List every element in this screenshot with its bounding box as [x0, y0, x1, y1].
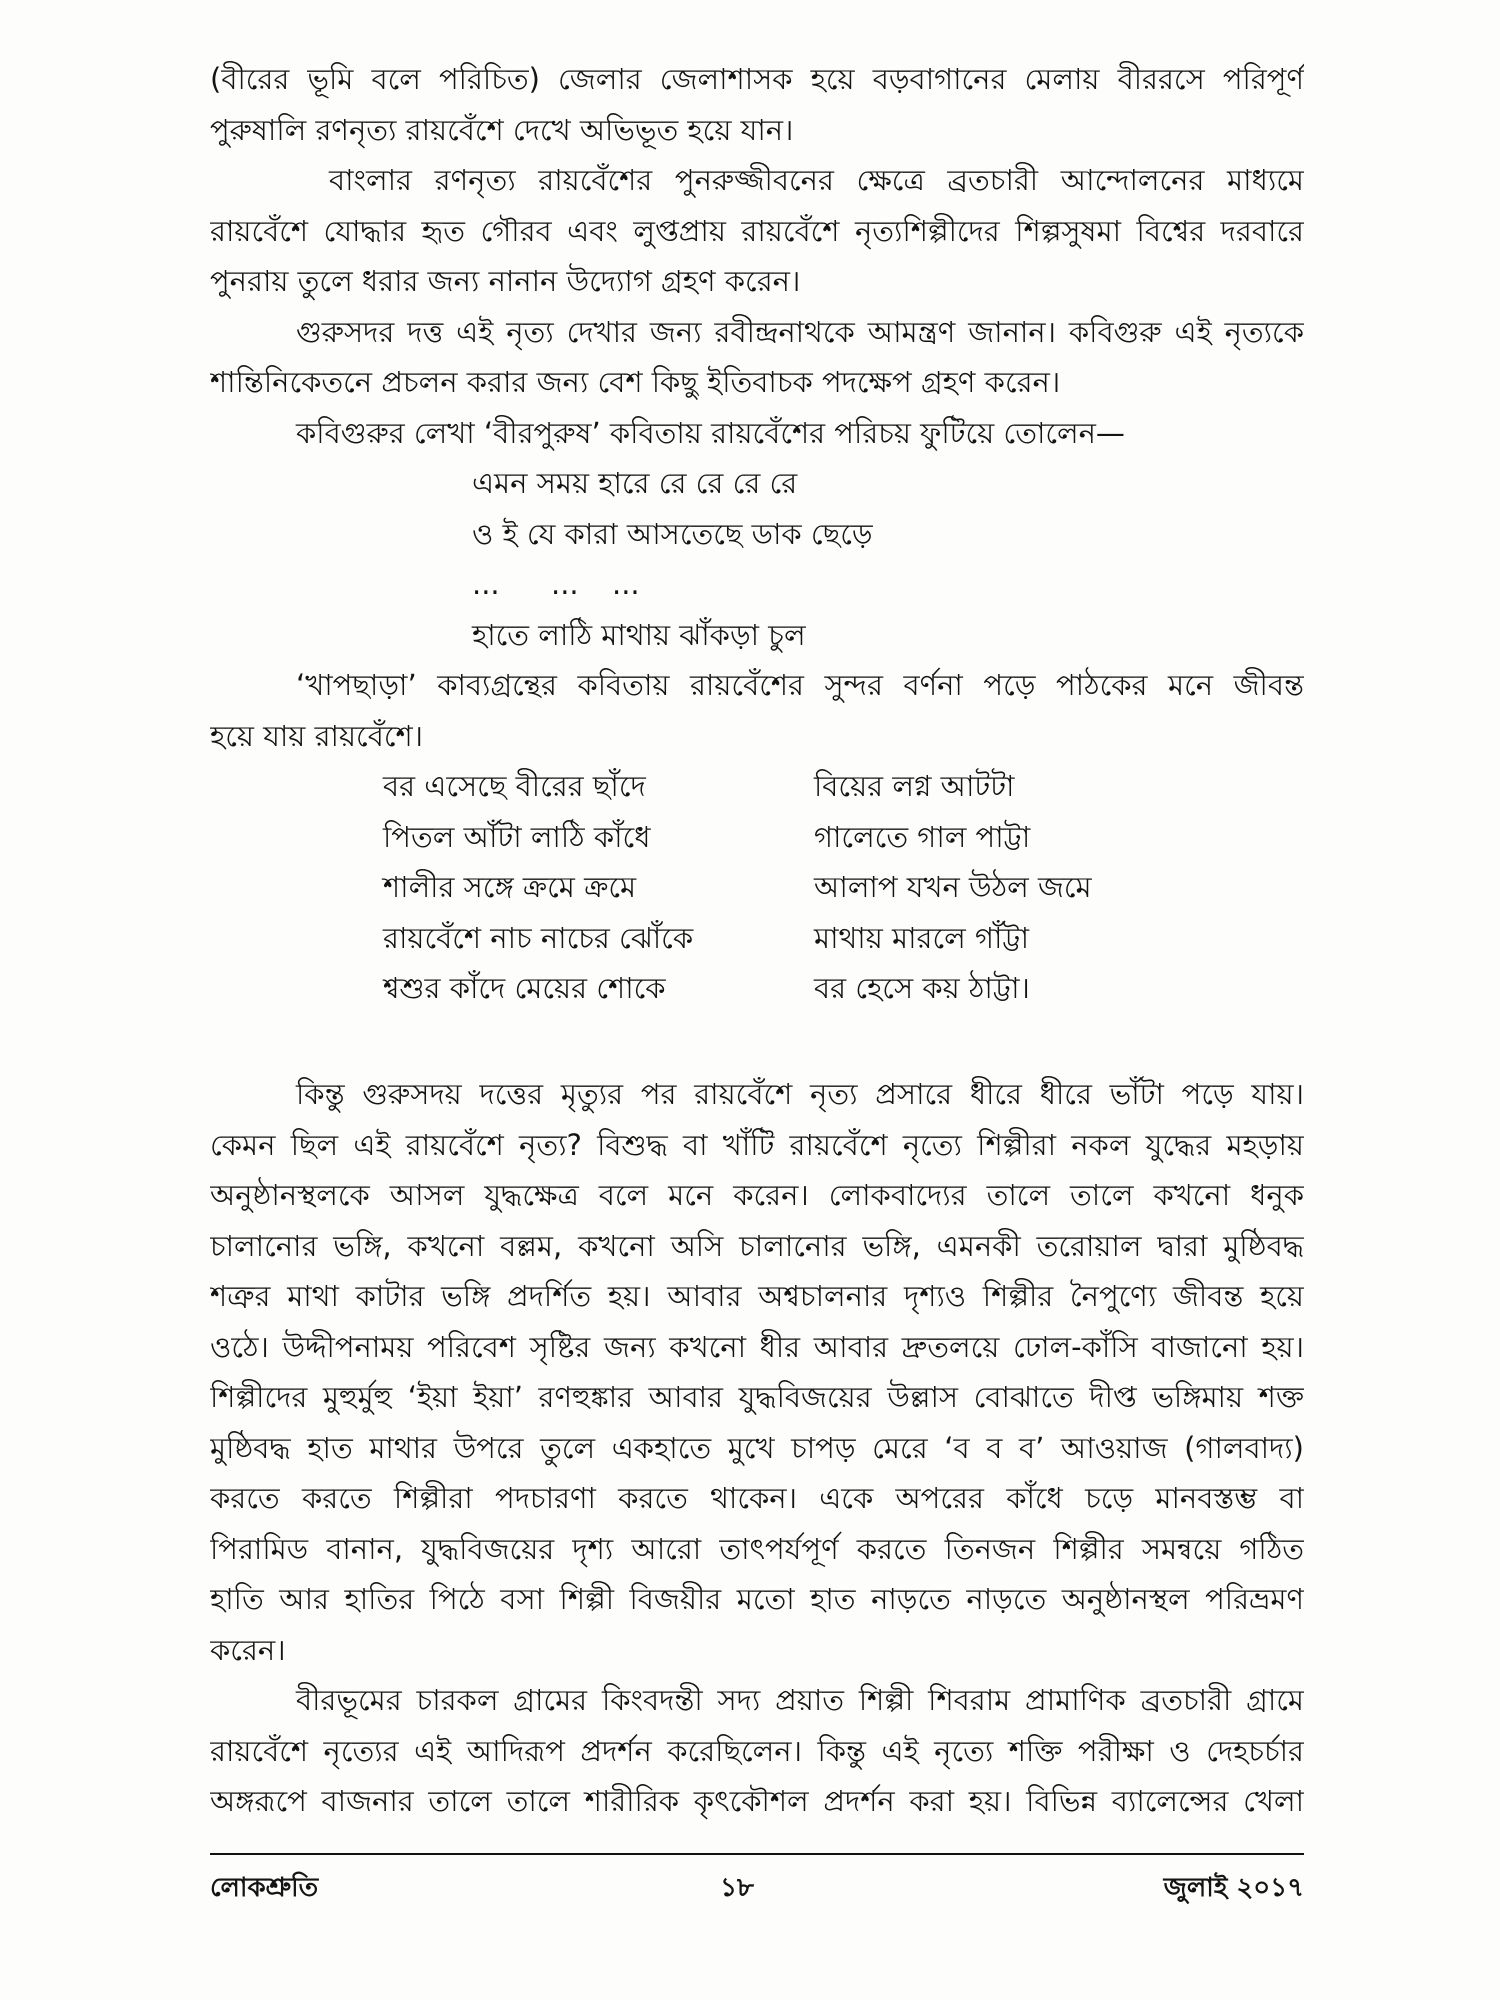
- poem-line-right: গালেতে গাল পাট্টা: [814, 819, 1031, 854]
- poem-line-left: শালীর সঙ্গে ক্রমে ক্রমে: [383, 870, 637, 904]
- paragraph-brotochari: [210, 155, 1304, 307]
- poem-line: এমন সময় হারে রে রে রে রে: [472, 466, 798, 500]
- footer-rule: [210, 1853, 1304, 1855]
- poem-ellipsis: [210, 559, 1304, 610]
- text-line: (বীরের ভূমি বলে পরিচিত) জেলার জেলাশাসক হয়ে বড়বাগানের মেলায় বীররসে পরিপূর্ণ: [210, 62, 1304, 96]
- footer-journal-name: লোকশ্রুতি: [210, 1873, 319, 1903]
- text-line: বাংলার রণনৃত্য রায়বেঁশের পুনরুজ্জীবনের ক্ষেত্রে ব্রতচারী আন্দোলনের মাধ্যমে: [329, 163, 1304, 197]
- text-line: রায়বেঁশে যোদ্ধার হৃত গৌরব এবং লুপ্তপ্রায় রায়বেঁশে নৃত্যশিল্পীদের শিল্পসুষমা বিশ্বের দরবারে: [210, 213, 1304, 248]
- text-line: করতে করতে শিল্পীরা পদচারণা করতে থাকেন। একে অপরের কাঁধে চড়ে মানবস্তম্ভ বা: [210, 1481, 1304, 1515]
- text-line: চালানোর ভঙ্গি, কখনো বল্লম, কখনো অসি চালানোর ভঙ্গি, এমনকী তরোয়াল দ্বারা মুষ্ঠিবদ্ধ: [210, 1228, 1304, 1263]
- text-line: ‘খাপছাড়া’ কাব্যগ্রন্থের কবিতায় রায়বেঁশের সুন্দর বর্ণনা পড়ে পাঠকের মনে জীবন্ত: [296, 668, 1304, 702]
- poem-line-right: আলাপ যখন উঠল জমে: [814, 870, 1092, 904]
- poem-line: হাতে লাঠি মাথায় ঝাঁকড়া চুল: [472, 617, 806, 652]
- poem-line: ও ই যে কারা আসতেছে ডাক ছেড়ে: [472, 516, 873, 551]
- paragraph-decline: [210, 1069, 1304, 1675]
- article-body-bottom: [210, 1069, 1304, 1827]
- text-line: অঙ্গরূপে বাজনার তালে তালে শারীরিক কৃৎকৌশল প্রদর্শন করা হয়। বিভিন্ন ব্যালেন্সের খেলা: [210, 1784, 1304, 1818]
- text-line: মুষ্ঠিবদ্ধ হাত মাথার উপরে তুলে একহাতে মুখে চাপড় মেরে ‘ব ব ব’ আওয়াজ (গালবাদ্য): [210, 1430, 1304, 1465]
- poem-row: [210, 761, 1304, 812]
- poem-line-left: পিতল আঁটা লাঠি কাঁধে: [383, 819, 651, 854]
- poem-line-right: বিয়ের লগ্ন আটটা: [814, 769, 1015, 803]
- text-line: শত্রুর মাথা কাটার ভঙ্গি প্রদর্শিত হয়। আবার অশ্বচালনার দৃশ্যও শিল্পীর নৈপুণ্যে জীবন্ত হয়ে: [210, 1279, 1304, 1313]
- text-line: বীরভূমের চারকল গ্রামের কিংবদন্তী সদ্য প্রয়াত শিল্পী শিবরাম প্রামাণিক ব্রতচারী গ্রামে: [296, 1683, 1304, 1717]
- poem-row: [210, 862, 1304, 913]
- text-line: রায়বেঁশে নৃত্যের এই আদিরূপ প্রদর্শন করেছিলেন। কিন্তু এই নৃত্যে শক্তি পরীক্ষা ও দেহচর্চার: [210, 1733, 1304, 1768]
- text-line: কিন্তু গুরুসদয় দত্তের মৃত্যুর পর রায়বেঁশে নৃত্য প্রসারে ধীরে ধীরে ভাঁটা পড়ে যায়।: [296, 1077, 1304, 1111]
- poem-line-left: রায়বেঁশে নাচ নাচের ঝোঁকে: [383, 920, 694, 955]
- ellipsis-mark: ...: [551, 567, 579, 601]
- text-line: শিল্পীদের মুহুর্মুহু ‘ইয়া ইয়া’ রণহুঙ্কার আবার যুদ্ধবিজয়ের উল্লাস বোঝাতে দীপ্ত ভঙ্গিমায় শক্ত: [210, 1380, 1304, 1414]
- bir-purush-intro: কবিগুরুর লেখা ‘বীরপুরুষ’ কবিতায় রায়বেঁশের পরিচয় ফুটিয়ে তোলেন—: [296, 415, 1125, 450]
- footer-page-number: ১৮: [720, 1873, 754, 1903]
- poem-khapchhara: [210, 761, 1304, 1014]
- text-line: হাতি আর হাতির পিঠে বসা শিল্পী বিজয়ীর মতো হাত নাড়তে নাড়তে অনুষ্ঠানস্থল পরিভ্রমণ: [210, 1582, 1304, 1616]
- article-body-top: [210, 54, 1304, 1014]
- text-line: পুরুষালি রণনৃত্য রায়বেঁশে দেখে অভিভূত হয়ে যান।: [210, 112, 794, 147]
- poem-line-right: মাথায় মারলে গাঁট্টা: [814, 920, 1030, 955]
- poem-line-right: বর হেসে কয় ঠাট্টা।: [814, 971, 1030, 1005]
- text-line: পুনরায় তুলে ধরার জন্য নানান উদ্যোগ গ্রহণ করেন।: [210, 264, 801, 298]
- poem-bir-purush: [210, 458, 1304, 660]
- text-line: পিরামিড বানান, যুদ্ধবিজয়ের দৃশ্য আরো তাৎপর্যপূর্ণ করতে তিনজন শিল্পীর সমন্বয়ে গঠিত: [210, 1531, 1304, 1566]
- text-line: করেন।: [210, 1632, 286, 1667]
- text-line: অনুষ্ঠানস্থলকে আসল যুদ্ধক্ষেত্র বলে মনে করেন। লোকবাদ্যের তালে তালে কখনো ধনুক: [210, 1178, 1304, 1212]
- poem-row: [210, 963, 1304, 1014]
- text-line: ওঠে। উদ্দীপনাময় পরিবেশ সৃষ্টির জন্য কখনো ধীর আবার দ্রুতলয়ে ঢোল-কাঁসি বাজানো হয়।: [210, 1329, 1304, 1364]
- footer-issue-date: জুলাই ২০১৭: [1163, 1873, 1304, 1903]
- poem-line-left: বর এসেছে বীরের ছাঁদে: [383, 769, 646, 803]
- text-line: গুরুসদর দত্ত এই নৃত্য দেখার জন্য রবীন্দ্রনাথকে আমন্ত্রণ জানান। কবিগুরু এই নৃত্যকে: [296, 314, 1304, 349]
- paragraph-shibram: [210, 1675, 1304, 1827]
- paragraph-khapchhara: [210, 660, 1304, 761]
- text-line: কেমন ছিল এই রায়বেঁশে নৃত্য? বিশুদ্ধ বা খাঁটি রায়বেঁশে নৃত্যে শিল্পীরা নকল যুদ্ধের মহড়ায়: [210, 1127, 1304, 1162]
- paragraph-opening: [210, 54, 1304, 155]
- text-line: শান্তিনিকেতনে প্রচলন করার জন্য বেশ কিছু ইতিবাচক পদক্ষেপ গ্রহণ করেন।: [210, 365, 1061, 399]
- poem-line-left: শ্বশুর কাঁদে মেয়ের শোকে: [383, 971, 666, 1005]
- text-line: হয়ে যায় রায়বেঁশে।: [210, 718, 424, 753]
- ellipsis-mark: ...: [472, 567, 500, 601]
- poem-row: [210, 913, 1304, 964]
- paragraph-invitation: [210, 307, 1304, 408]
- ellipsis-mark: ...: [612, 567, 640, 601]
- poem-row: [210, 812, 1304, 863]
